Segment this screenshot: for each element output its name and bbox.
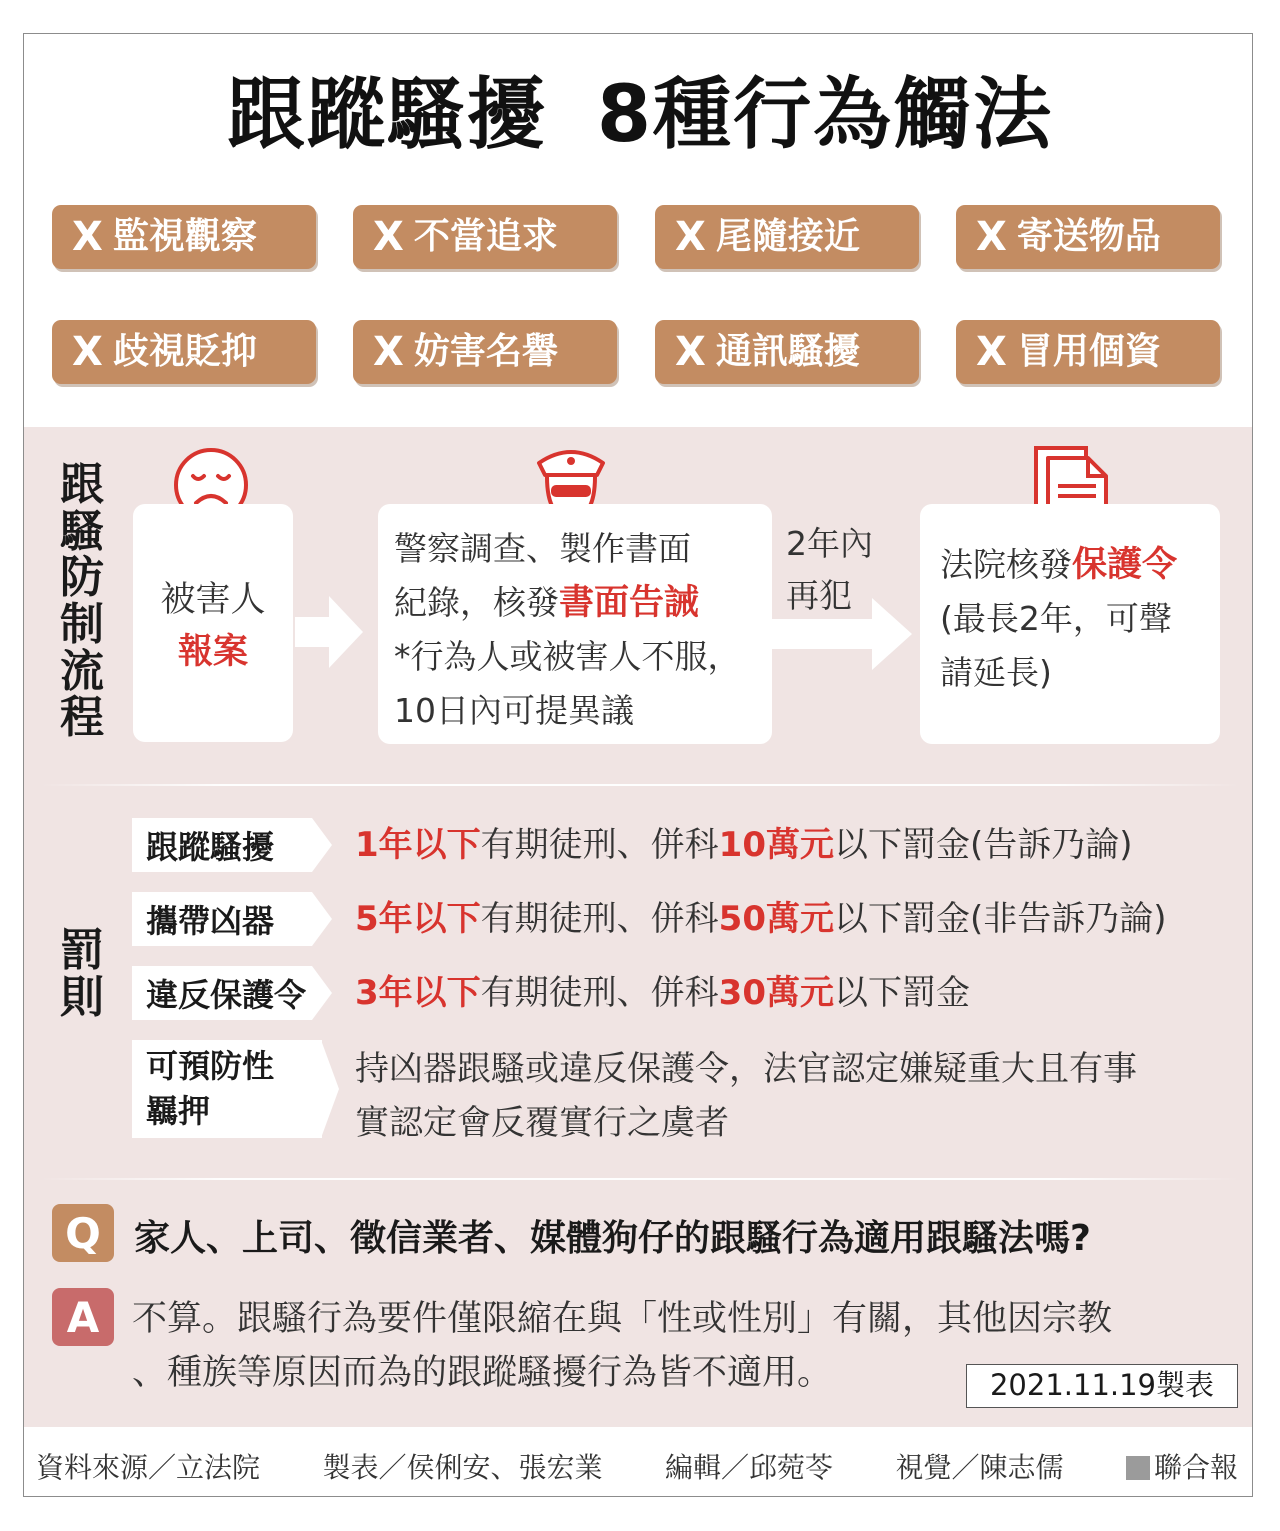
footer-visual: 視覺／陳志儒 [895, 1451, 1064, 1484]
penalty-label-weapon: 攜帶凶器 [132, 892, 312, 946]
credits-footer [36, 1446, 1238, 1486]
step3-line2: (最長2年，可聲 [940, 599, 1172, 638]
brand-square-icon [1126, 1456, 1150, 1480]
behavior-tag-defamation [353, 320, 617, 384]
brand-name: 聯合報 [1153, 1451, 1238, 1484]
title-part1: 跟蹤騷擾 [226, 70, 547, 160]
divider [40, 1178, 1240, 1180]
cross-icon: X [675, 329, 706, 375]
detention-label-line1: 可預防性 [146, 1047, 275, 1085]
penalty-term: 5年以下 [355, 899, 481, 939]
penalty-text: 以下罰金 [834, 973, 970, 1013]
step3-line1b: 保護令 [1072, 545, 1178, 585]
penalty-fine: 10萬元 [718, 825, 834, 865]
step2-line2b: 書面告誡 [559, 583, 700, 623]
penalty-text: 以下罰金(告訴乃論) [834, 825, 1133, 865]
question-text: 家人、上司、徵信業者、媒體狗仔的跟騷行為適用跟騷法嗎? [134, 1218, 1091, 1259]
date-stamp: 2021.11.19製表 [966, 1364, 1238, 1408]
behavior-label: 通訊騷擾 [715, 331, 860, 372]
detention-label-line2: 羈押 [146, 1092, 211, 1130]
penalty-text: 有期徒刑、併科 [480, 899, 719, 939]
behavior-label: 妨害名譽 [413, 331, 558, 372]
question-badge: Q [52, 1204, 114, 1262]
answer-line1: 不算。跟騷行為要件僅限縮在與「性或性別」有關，其他因宗教 [132, 1299, 1113, 1339]
detention-line1: 持凶器跟騷或違反保護令，法官認定嫌疑重大且有事 [355, 1049, 1137, 1089]
step-court-card [920, 504, 1220, 744]
flow-label: 跟騷防制流程 [60, 459, 104, 744]
step2-line1: 警察調查、製作書面 [394, 529, 691, 568]
answer-badge: A [52, 1288, 114, 1346]
step-report-card [133, 504, 293, 742]
behavior-tag-identity [956, 320, 1220, 384]
penalty-label-stalking: 跟蹤騷擾 [132, 818, 312, 872]
cross-icon: X [72, 329, 103, 375]
cross-icon: X [976, 214, 1007, 260]
repeat-line1: 2年內 [786, 524, 873, 563]
penalty-row-weapon [355, 892, 1167, 946]
repeat-line2: 再犯 [786, 576, 852, 615]
behavior-tag-sending [956, 205, 1220, 269]
behavior-tag-communication [655, 320, 919, 384]
footer-made: 製表／侯俐安、張宏業 [322, 1451, 603, 1484]
label-pointer [321, 1040, 339, 1138]
step2-line4: 10日內可提異議 [394, 691, 634, 730]
detention-line2: 實認定會反覆實行之虞者 [355, 1103, 729, 1143]
step2-line3: *行為人或被害人不服， [394, 637, 741, 676]
behavior-label: 監視觀察 [112, 216, 257, 257]
step3-line3: 請延長) [940, 653, 1052, 692]
penalty-fine: 30萬元 [718, 973, 834, 1013]
penalty-label: 罰則 [60, 925, 104, 1023]
step3-line1a: 法院核發 [940, 545, 1072, 584]
behavior-tag-pursuit [353, 205, 617, 269]
page-title [0, 70, 1280, 160]
step1-line2: 報案 [177, 632, 248, 672]
penalty-row-violation [355, 966, 970, 1020]
footer-editor: 編輯／邱菀苓 [664, 1451, 833, 1484]
penalty-term: 3年以下 [355, 973, 481, 1013]
cross-icon: X [373, 214, 404, 260]
penalty-row-stalking [355, 818, 1133, 872]
behavior-label: 歧視貶抑 [112, 331, 257, 372]
arrow-right-icon [295, 592, 365, 672]
cross-icon: X [976, 329, 1007, 375]
penalty-text: 有期徒刑、併科 [480, 973, 719, 1013]
arrow-right-icon [772, 594, 917, 674]
cross-icon: X [72, 214, 103, 260]
title-part2: 8種行為觸法 [596, 70, 1054, 160]
behavior-label: 不當追求 [413, 216, 558, 257]
behavior-label: 寄送物品 [1016, 216, 1161, 257]
penalty-label-violation: 違反保護令 [132, 966, 312, 1020]
step2-line2a: 紀錄，核發 [394, 583, 559, 622]
answer-line2: 、種族等原因而為的跟蹤騷擾行為皆不適用。 [132, 1353, 833, 1393]
step-police-card [378, 504, 772, 744]
penalty-fine: 50萬元 [718, 899, 834, 939]
footer-brand [1126, 1446, 1238, 1486]
step1-line1: 被害人 [160, 580, 266, 620]
footer-source: 資料來源／立法院 [36, 1451, 261, 1484]
cross-icon: X [675, 214, 706, 260]
behavior-tag-discrimination [52, 320, 316, 384]
behavior-tag-monitoring [52, 205, 316, 269]
cross-icon: X [373, 329, 404, 375]
penalty-text: 有期徒刑、併科 [480, 825, 719, 865]
penalty-term: 1年以下 [355, 825, 481, 865]
behavior-label: 冒用個資 [1016, 331, 1161, 372]
divider [40, 784, 1240, 786]
behavior-label: 尾隨接近 [715, 216, 860, 257]
penalty-label-detention [132, 1040, 322, 1138]
detention-text [355, 1042, 1137, 1150]
behavior-tag-following [655, 205, 919, 269]
penalty-text: 以下罰金(非告訴乃論) [834, 899, 1167, 939]
